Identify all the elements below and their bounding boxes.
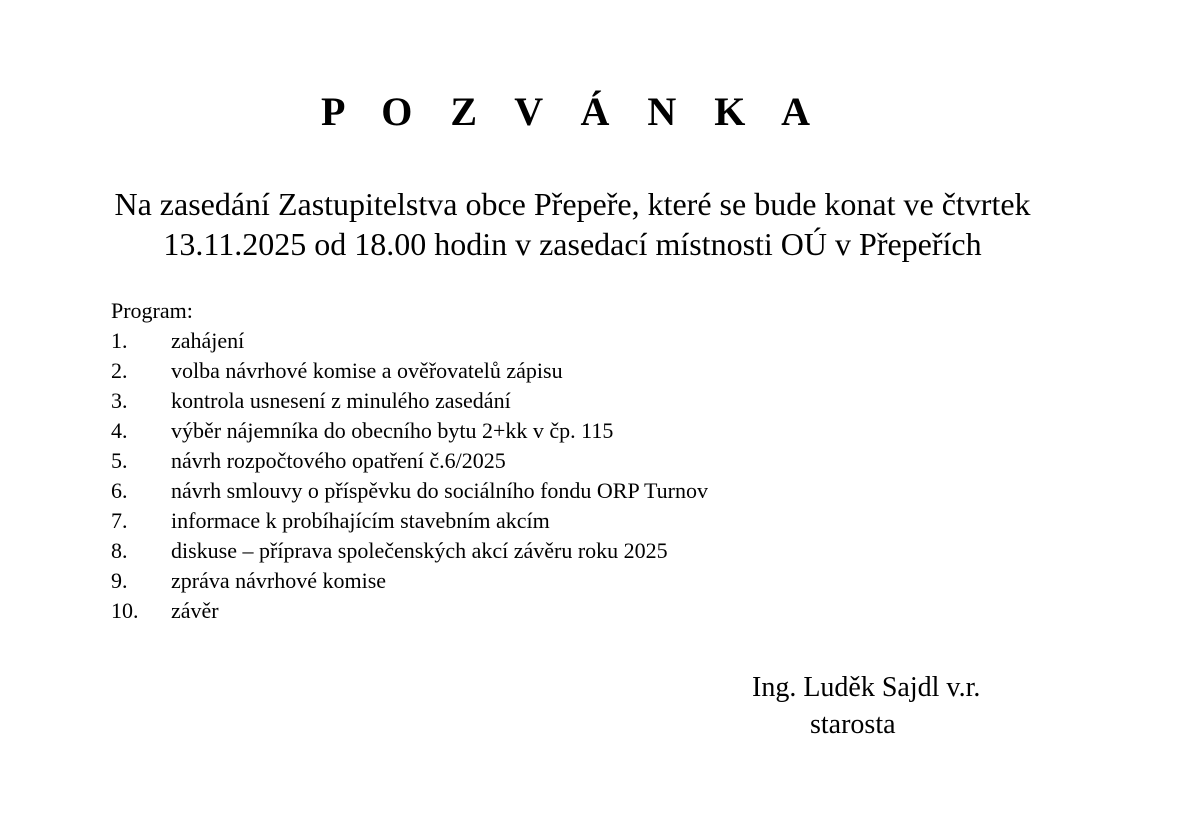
program-item-text: kontrola usnesení z minulého zasedání	[171, 388, 511, 413]
program-item-text: výběr nájemníka do obecního bytu 2+kk v čp. 115	[171, 418, 614, 443]
program-item-number: 5.	[111, 448, 128, 473]
program-item-text: zahájení	[171, 328, 245, 353]
program-item-number: 8.	[111, 538, 128, 563]
program-item-text: diskuse – příprava společenských akcí závěru roku 2025	[171, 538, 668, 563]
signatory-role: starosta	[810, 709, 896, 740]
program-item-number: 3.	[111, 388, 128, 413]
program-item	[111, 446, 911, 476]
program-section	[111, 296, 911, 626]
program-item-text: informace k probíhajícím stavebním akcím	[171, 508, 550, 533]
program-item	[111, 596, 911, 626]
program-item-number: 4.	[111, 418, 128, 443]
document-title: P O Z V Á N K A	[320, 89, 825, 134]
program-item	[111, 476, 911, 506]
program-item-number: 6.	[111, 478, 128, 503]
program-item-text: návrh smlouvy o příspěvku do sociálního fondu ORP Turnov	[171, 478, 708, 503]
program-item-text: návrh rozpočtového opatření č.6/2025	[171, 448, 506, 473]
program-item-number: 10.	[111, 598, 139, 623]
program-item-text: zpráva návrhové komise	[171, 568, 387, 593]
program-item-number: 1.	[111, 328, 128, 353]
program-item-number: 7.	[111, 508, 128, 533]
program-item-number: 2.	[111, 358, 128, 383]
program-item-number: 9.	[111, 568, 128, 593]
program-item	[111, 416, 911, 446]
program-list	[111, 326, 911, 626]
program-heading: Program:	[111, 298, 193, 323]
program-item-text: závěr	[171, 598, 219, 623]
program-item	[111, 566, 911, 596]
signature-block	[752, 669, 980, 743]
program-item	[111, 356, 911, 386]
program-item	[111, 506, 911, 536]
program-item-text: volba návrhové komise a ověřovatelů zápisu	[171, 358, 563, 383]
program-item	[111, 386, 911, 416]
program-item	[111, 326, 911, 356]
signatory-name: Ing. Luděk Sajdl v.r.	[752, 672, 981, 703]
program-item	[111, 536, 911, 566]
announcement-line-2: 13.11.2025 od 18.00 hodin v zasedací místnosti OÚ v Přepeřích	[163, 226, 982, 262]
meeting-announcement	[0, 184, 1145, 264]
announcement-line-1: Na zasedání Zastupitelstva obce Přepeře, které se bude konat ve čtvrtek	[114, 186, 1031, 222]
